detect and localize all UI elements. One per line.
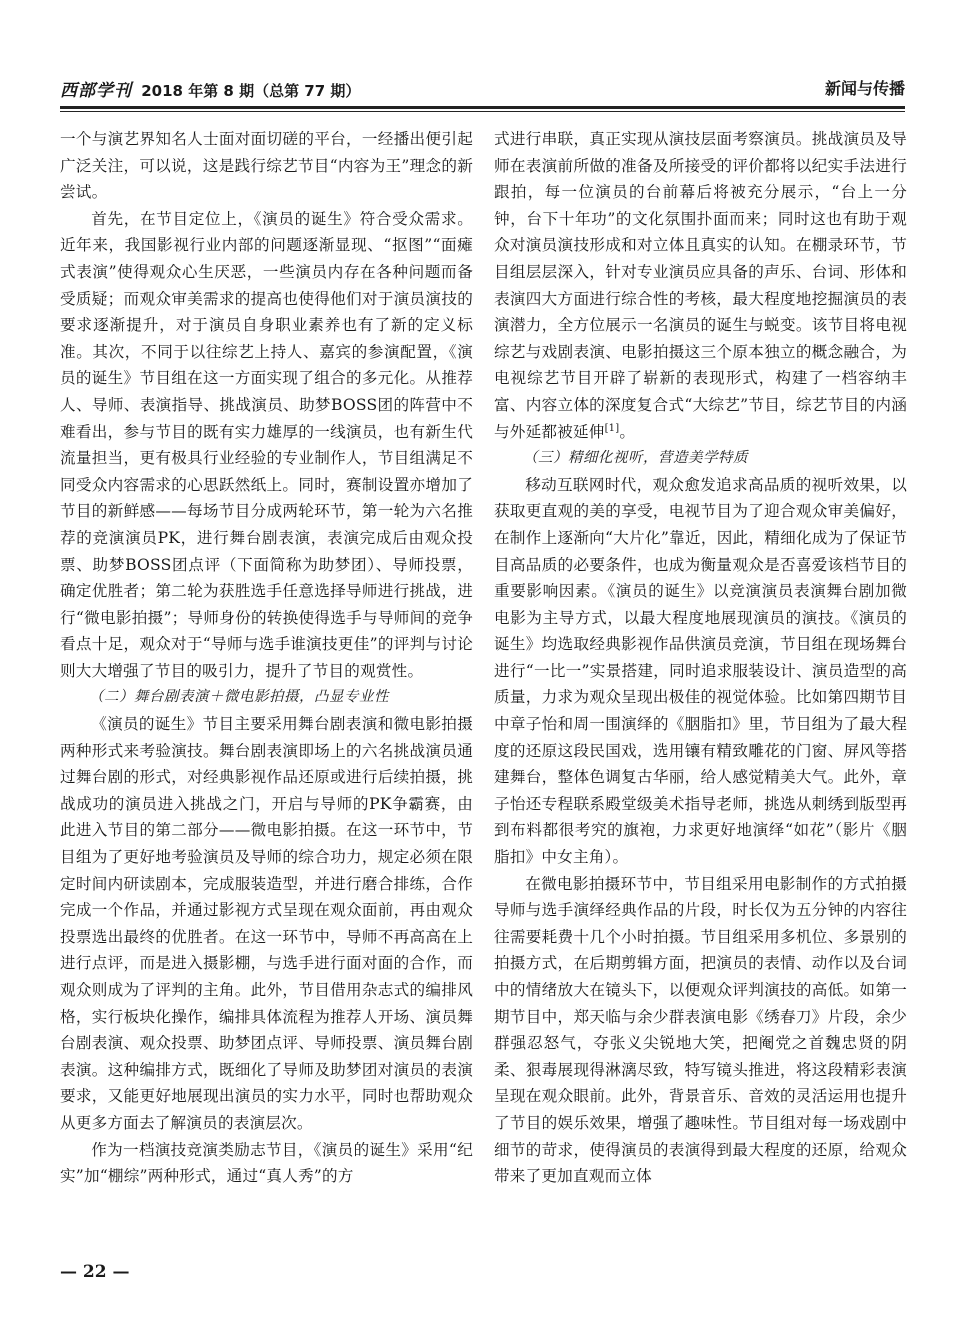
paragraph-text: 式进行串联，真正实现从演技层面考察演员。挑战演员及导师在表演前所做的准备及所接受的评价都将以纪实手法进行跟拍，每一位演员的台前幕后将被充分展示，“台上一分钟，台下十年功”的文化氛围扑面而来；同时这也有助于观众对演员演技形成和对立体且真实的认知。在棚录环节，节目组层层深入，针对专业演员应具备的声乐、台词、形体和表演四大方面进行综合性的考核，最大程度地挖掘演员的表演潜力，全方位展示一名演员的诞生与蜕变。该节目将电视综艺与戏剧表演、电影拍摄这三个原本独立的概念融合，为电视综艺节目开辟了崭新的表现形式，构建了一档容纳丰富、内容立体的深度复合式“大综艺”节目，综艺节目的内涵与外延都被延伸 (494, 130, 907, 441)
paragraph: 《演员的诞生》节目主要采用舞台剧表演和微电影拍摄两种形式来考验演技。舞台剧表演即场上的六名挑战演员通过舞台剧的形式，对经典影视作品还原或进行后续拍摄，挑战成功的演员进入挑战之门，开启与导师的PK争霸赛，由此进入节目的第二部分——微电影拍摄。在这一环节中，节目组为了更好地考验演员及导师的综合功力，规定必须在限定时间内研读剧本，完成服装造型，并进行磨合排练，合作完成一个作品，并通过影视方式呈现在观众面前，再由观众投票选出最终的优胜者。在这一环节中，导师不再高高在上进行点评，而是进入摄影棚，与选手进行面对面的合作，而观众则成为了评判的主角。此外，节目借用杂志式的编排风格，实行板块化操作，编排具体流程为推荐人开场、演员舞台剧表演、观众投票、助梦团点评、导师投票、演员舞台剧表演。这种编排方式，既细化了导师及助梦团对演员的表演要求，又能更好地展现出演员的实力水平，同时也帮助观众从更多方面去了解演员的表演层次。 (60, 715, 473, 1132)
paragraph: 一个与演艺界知名人士面对面切磋的平台，一经播出便引起广泛关注，可以说，这是践行综艺节目“内容为王”理念的新尝试。 (60, 130, 473, 202)
header-rule-thick (60, 106, 905, 109)
paragraph: 首先，在节目定位上，《演员的诞生》符合受众需求。近年来，我国影视行业内部的问题逐渐显现、“抠图”“面瘫式表演”使得观众心生厌恶，一些演员内存在各种问题而备受质疑；而观众审美需求的提高也使得他们对于演员演技的要求逐渐提升，对于演员自身职业素养也有了新的定义标准。其次，不同于以往综艺上持人、嘉宾的参演配置，《演员的诞生》节目组在这一方面实现了组合的多元化。从推荐人、导师、表演指导、挑战演员、助梦BOSS团的阵营中不难看出，参与节目的既有实力雄厚的一线演员，也有新生代流量担当，更有极具行业经验的专业制作人，节目组满足不同受众内容需求的心思跃然纸上。同时，赛制设置亦增加了节目的新鲜感——每场节目分成两轮环节，第一轮为六名推荐的竞演演员PK，进行舞台剧表演，表演完成后由观众投票、助梦BOSS团点评（下面简称为助梦团）、导师投票，确定优胜者；第二轮为获胜选手任意选择导师进行挑战，进行“微电影拍摄”；导师身份的转换使得选手与导师间的竞争看点十足，观众对于“导师与选手谁演技更佳”的评判与讨论则大大增强了节目的吸引力，提升了节目的观赏性。 (60, 209, 473, 680)
header-journal-issue (60, 76, 360, 101)
citation: [1] (604, 422, 620, 434)
issue-info: 2018 年第 8 期（总第 77 期） (141, 82, 361, 100)
running-header (60, 76, 905, 104)
section-heading: （三）精细化视听，营造美学特质 (523, 450, 748, 467)
section-heading: （二）舞台剧表演＋微电影拍摄，凸显专业性 (89, 689, 389, 706)
paragraph: 移动互联网时代，观众愈发追求高品质的视听效果，以获取更直观的美的享受，电视节目为了迎合观众审美偏好，在制作上逐渐向“大片化”靠近，因此，精细化成为了保证节目高品质的必要条件，也成为衡量观众是否喜爱该档节目的重要影响因素。《演员的诞生》以竞演演员表演舞台剧加微电影为主导方式，以最大程度地展现演员的演技。《演员的诞生》均选取经典影视作品供演员竞演，节目组在现场舞台进行“一比一”实景搭建，同时追求服装设计、演员造型的高质量，力求为观众呈现出极佳的视觉体验。比如第四期节目中章子怡和周一围演绎的《胭脂扣》里，节目组为了最大程度的还原这段民国戏，选用镶有精致雕花的门窗、屏风等搭建舞台，整体色调复古华丽，给人感觉精美大气。此外，章子怡还专程联系殿堂级美术指导老师，挑选从刺绣到版型再到布料都很考究的旗袍，力求更好地演绎“如花”（影片《胭脂扣》中女主角）。 (494, 475, 907, 867)
paragraph-end: 。 (619, 422, 636, 441)
right-column (494, 126, 907, 1246)
paragraph: 在微电影拍摄环节中，节目组采用电影制作的方式拍摄导师与选手演绎经典作品的片段，时长仅为五分钟的内容往往需要耗费十几个小时拍摄。节目组采用多机位、多景别的拍摄方式，在后期剪辑方面，把演员的表情、动作以及台词中的情绪放大在镜头下，以便观众评判演技的高低。如第一期节目中，郑天临与余少群表演电影《绣春刀》片段，余少群强忍怒气，夺张义尖锐地大笑，把阉党之首魏忠贤的阴柔、狠毒展现得淋漓尽致，特写镜头推进，将这段精彩表演呈现在观众眼前。此外，背景音乐、音效的灵活运用也提升了节目的娱乐效果，增强了趣味性。节目组对每一场戏剧中细节的苛求，使得演员的表演得到最大程度的还原，给观众带来了更加直观而立体 (494, 874, 907, 1186)
paragraph: 作为一档演技竞演类励志节目，《演员的诞生》采用“纪实”加“棚综”两种形式，通过“真人秀”的方 (60, 1140, 473, 1186)
page-number: — 22 — (60, 1262, 130, 1282)
header-rule-thin (60, 111, 905, 112)
left-column (60, 126, 473, 1246)
journal-logo: 西部学刊 (60, 81, 132, 101)
section-title: 新闻与传播 (824, 79, 905, 98)
paragraph (494, 126, 907, 445)
